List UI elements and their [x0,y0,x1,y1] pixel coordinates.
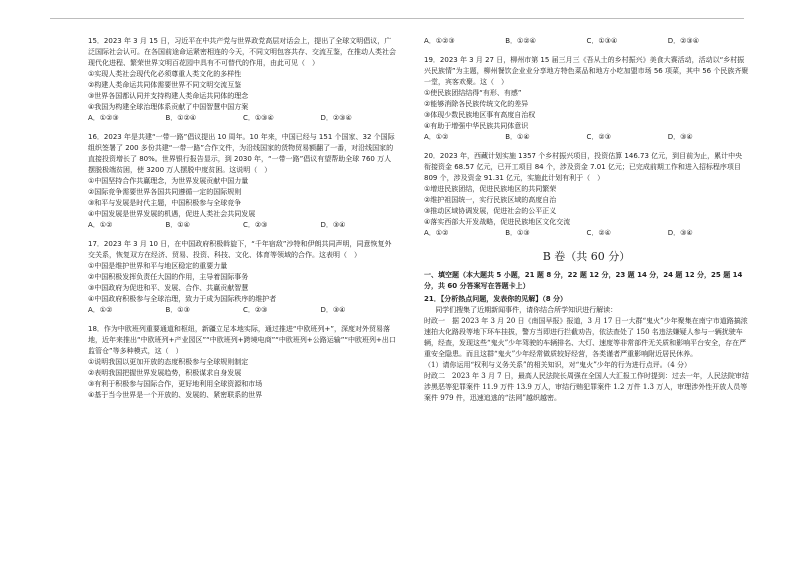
answer-choices-q18 [424,36,749,47]
option: ②能够消除各民族传统文化的差异 [424,100,529,108]
question-title: 21．【分析热点问题，发表你的见解】（8 分） [424,295,568,303]
choice-b: B．①②④ [165,114,197,122]
choice-c: C．②③ [243,221,268,229]
choice-b: B．①②④ [505,37,536,45]
question-19 [424,55,749,143]
option: ②中国积极发挥负责任大国的作用，主导着国际事务 [88,273,249,281]
option: ①中国是维护世界和平与地区稳定的重要力量 [88,262,228,270]
choice-c: C．②③ [586,133,611,141]
answer-choices [424,132,749,143]
choice-b: B．①③ [505,229,530,237]
option: ①说明我国以更加开放的态度积极参与全球规则制定 [88,358,249,366]
option: ④中国政府积极参与全球治理，致力于成为国际秩序的维护者 [88,295,277,303]
choice-c: C．②④ [586,229,611,237]
option: ④我国为构建全球治理体系贡献了中国智慧中国方案 [88,103,249,111]
choice-c: C．①③④ [243,114,274,122]
question-stem: 20．2023 年，西藏计划实施 1357 个乡村振兴项目，投资估算 146.73 亿元，到目前为止，累计中央衔接资金 68.57 亿元，已开工项目 84 个，涉及资金 7.01 亿元；已完成前期工作和进入招标程序项目 809 个，涉及资金 91.31 亿元，实施此计划有利于（ ） [424,152,743,182]
choice-d: D．②③④ [320,114,352,122]
option: ②国际竞争需要世界各国共同遵循一定的国际规则 [88,188,242,196]
choice-d: D．③④ [320,306,346,314]
choice-a: A．①② [424,133,449,141]
sub-question-1: （1）请你运用“权利与义务关系”的相关知识，对“鬼火”少年的行为进行点评。（4 分） [424,361,691,369]
section-intro: 一、填空题（本大题共 5 小题，21 题 8 分，22 题 12 分，23 题 14 分，24 题 12 分，25 题 14 分，共 60 分答案写在答题卡上） [424,271,743,290]
answer-choices [88,305,398,316]
question-intro: 同学们搜集了近期新闻事件，请你结合所学知识进行解读： [435,306,618,314]
choice-c: C．①③④ [586,37,618,45]
question-17 [88,239,398,316]
option: ①使民族团结结得“有形、有感” [424,89,522,97]
question-15 [88,36,398,124]
question-21 [424,294,749,404]
choice-d: D．③④ [667,229,693,237]
option: ④有助于增强中华民族共同体意识 [424,122,529,130]
question-16 [88,132,398,231]
option: ③体现少数民族地区事有高度自治权 [424,111,536,119]
question-stem: 17．2023 年 3 月 10 日，在中国政府积极斡旋下，“千年宿敌”沙特和伊朗共同声明，同意恢复外交关系，恢复双方在经济、贸易、投资、科技、文化、体育等领域的合作。这表明（ ） [88,240,392,259]
event-two: 时政二 2023 年 3 月 7 日，最高人民法院长周强在全国人大汇报工作时提到：过去一年，人民法院审结涉黑恶等犯罪案件 11.9 万件 13.9 万人，审结行贿犯罪案件 1.2 万件 1.3 万人，审理涉外性开放人员等案件 979 件，迅速追逃的“法网”越织越密。 [424,372,749,402]
answer-choices [424,228,749,239]
choice-a: A．①② [424,229,449,237]
answer-choices [88,113,398,124]
option: ④中国发展是世界发展的机遇，促进人类社会共同发展 [88,210,256,218]
option: ③有利于积极参与国际合作，更好地利用全球资源和市场 [88,380,263,388]
option: ③推动区域协调发展，促进社会的公平正义 [424,207,557,215]
option: ②构建人类命运共同体需要世界不同文明交流互鉴 [88,81,242,89]
option: ③中国政府为促进和平、发展、合作、共赢贡献智慧 [88,284,249,292]
option: ③和平与发展是时代主题，中国积极参与全球竞争 [88,199,242,207]
choice-b: B．①④ [505,133,530,141]
choice-c: C．②③ [243,306,268,314]
header-rule [50,18,744,19]
choice-d: D．③④ [320,221,346,229]
event-one: 时政一 据 2023 年 3 月 20 日《南国早报》报道，3 月 17 日一大群“鬼火”少年聚集在南宁市道路搞浓速拍大化路段等地下环车挂拔，警方当即进行拦截劝告，依法查处了 150 名违法嫌疑人参与一辆扰驶车辆，经查，发现这些“鬼火”少年驾驶的车辆排名、大灯、速度等非常部件无关质和影响平台安全，存在严重安全隐患。而且这群“鬼火”少年经常做质较好经营，各类谨者严重影响附近居民休养。 [424,317,748,358]
option: ①中国坚持合作共赢理念，为世界发展贡献中国力量 [88,177,249,185]
option: ②维护祖国统一，实行民族区域的高度自治 [424,196,557,204]
question-stem: 18．作为中欧班列重要通道和枢纽，新疆立足本地实际，通过推进“中欧班列+”，深度对外贸易落地，近年来推出“中欧班列+产业园区”“中欧班列+跨境电商”“中欧班列+公路运输”“中欧班列+出口监管仓”等多种模式，这（ ） [88,325,396,355]
question-stem: 16．2023 年是共建“一带一路”倡议提出 10 周年。10 年来，中国已经与 151 个国家、32 个国际组织签署了 200 多份共建“一带一路”合作文件，为沿线国家的货物贸易额翻了一番，对沿线国家的直接投资增长了 80%。世界银行报告显示，到 2030 年，“一带一路”倡议有望帮助全球 760 万人摆脱极端贫困，使 3200 万人摆脱中度贫困。这说明（ ） [88,133,395,174]
choice-b: B．①③ [165,306,190,314]
question-20 [424,151,749,239]
question-stem: 15．2023 年 3 月 15 日，习近平在中共产党与世界政党高层对话会上，提出了全球文明倡议，广泛国际社会认可。在各国前途命运紧密相连的今天，不同文明包容共存、交流互鉴，在推动人类社会现代化进程、繁荣世界文明百花园中具有不可替代的作用，由此可见（ ） [88,37,396,67]
right-column [424,36,749,404]
section-title: B 卷（共 60 分） [542,250,631,263]
choice-a: A．①② [88,221,113,229]
option: ④基于当今世界是一个开放的、发展的、紧密联系的世界 [88,391,263,399]
question-stem: 19．2023 年 3 月 27 日，柳州市第 15 届三月三《吾从土的乡村振兴》美食大赛活动，活动以“乡村振兴民族情”为主题，柳州餐饮企业业分享地方特色菜品和地方小吃加盟市场 56 项菜，其中 56 个民族齐聚一堂，宾客欢聚。这（ ） [424,56,749,86]
question-18 [88,324,398,401]
option: ④落实西部大开发战略，促进民族地区文化交流 [424,218,571,226]
option: ③世界各国都认同并支持构建人类命运共同体的理念 [88,92,249,100]
choice-b: B．①④ [165,221,190,229]
option: ①增进民族团结，促进民族地区的共同繁荣 [424,185,557,193]
answer-choices [88,220,398,231]
option: ①实现人类社会现代化必须尊重人类文化的多样性 [88,70,242,78]
choice-a: A．①②③ [88,114,119,122]
choice-d: D．②③④ [667,37,699,45]
choice-a: A．①②③ [424,37,455,45]
left-column [88,36,398,401]
choice-d: D．③④ [667,133,693,141]
option: ②表明我国把握世界发展趋势，积极谋求自身发展 [88,369,242,377]
choice-a: A．①② [88,306,113,314]
